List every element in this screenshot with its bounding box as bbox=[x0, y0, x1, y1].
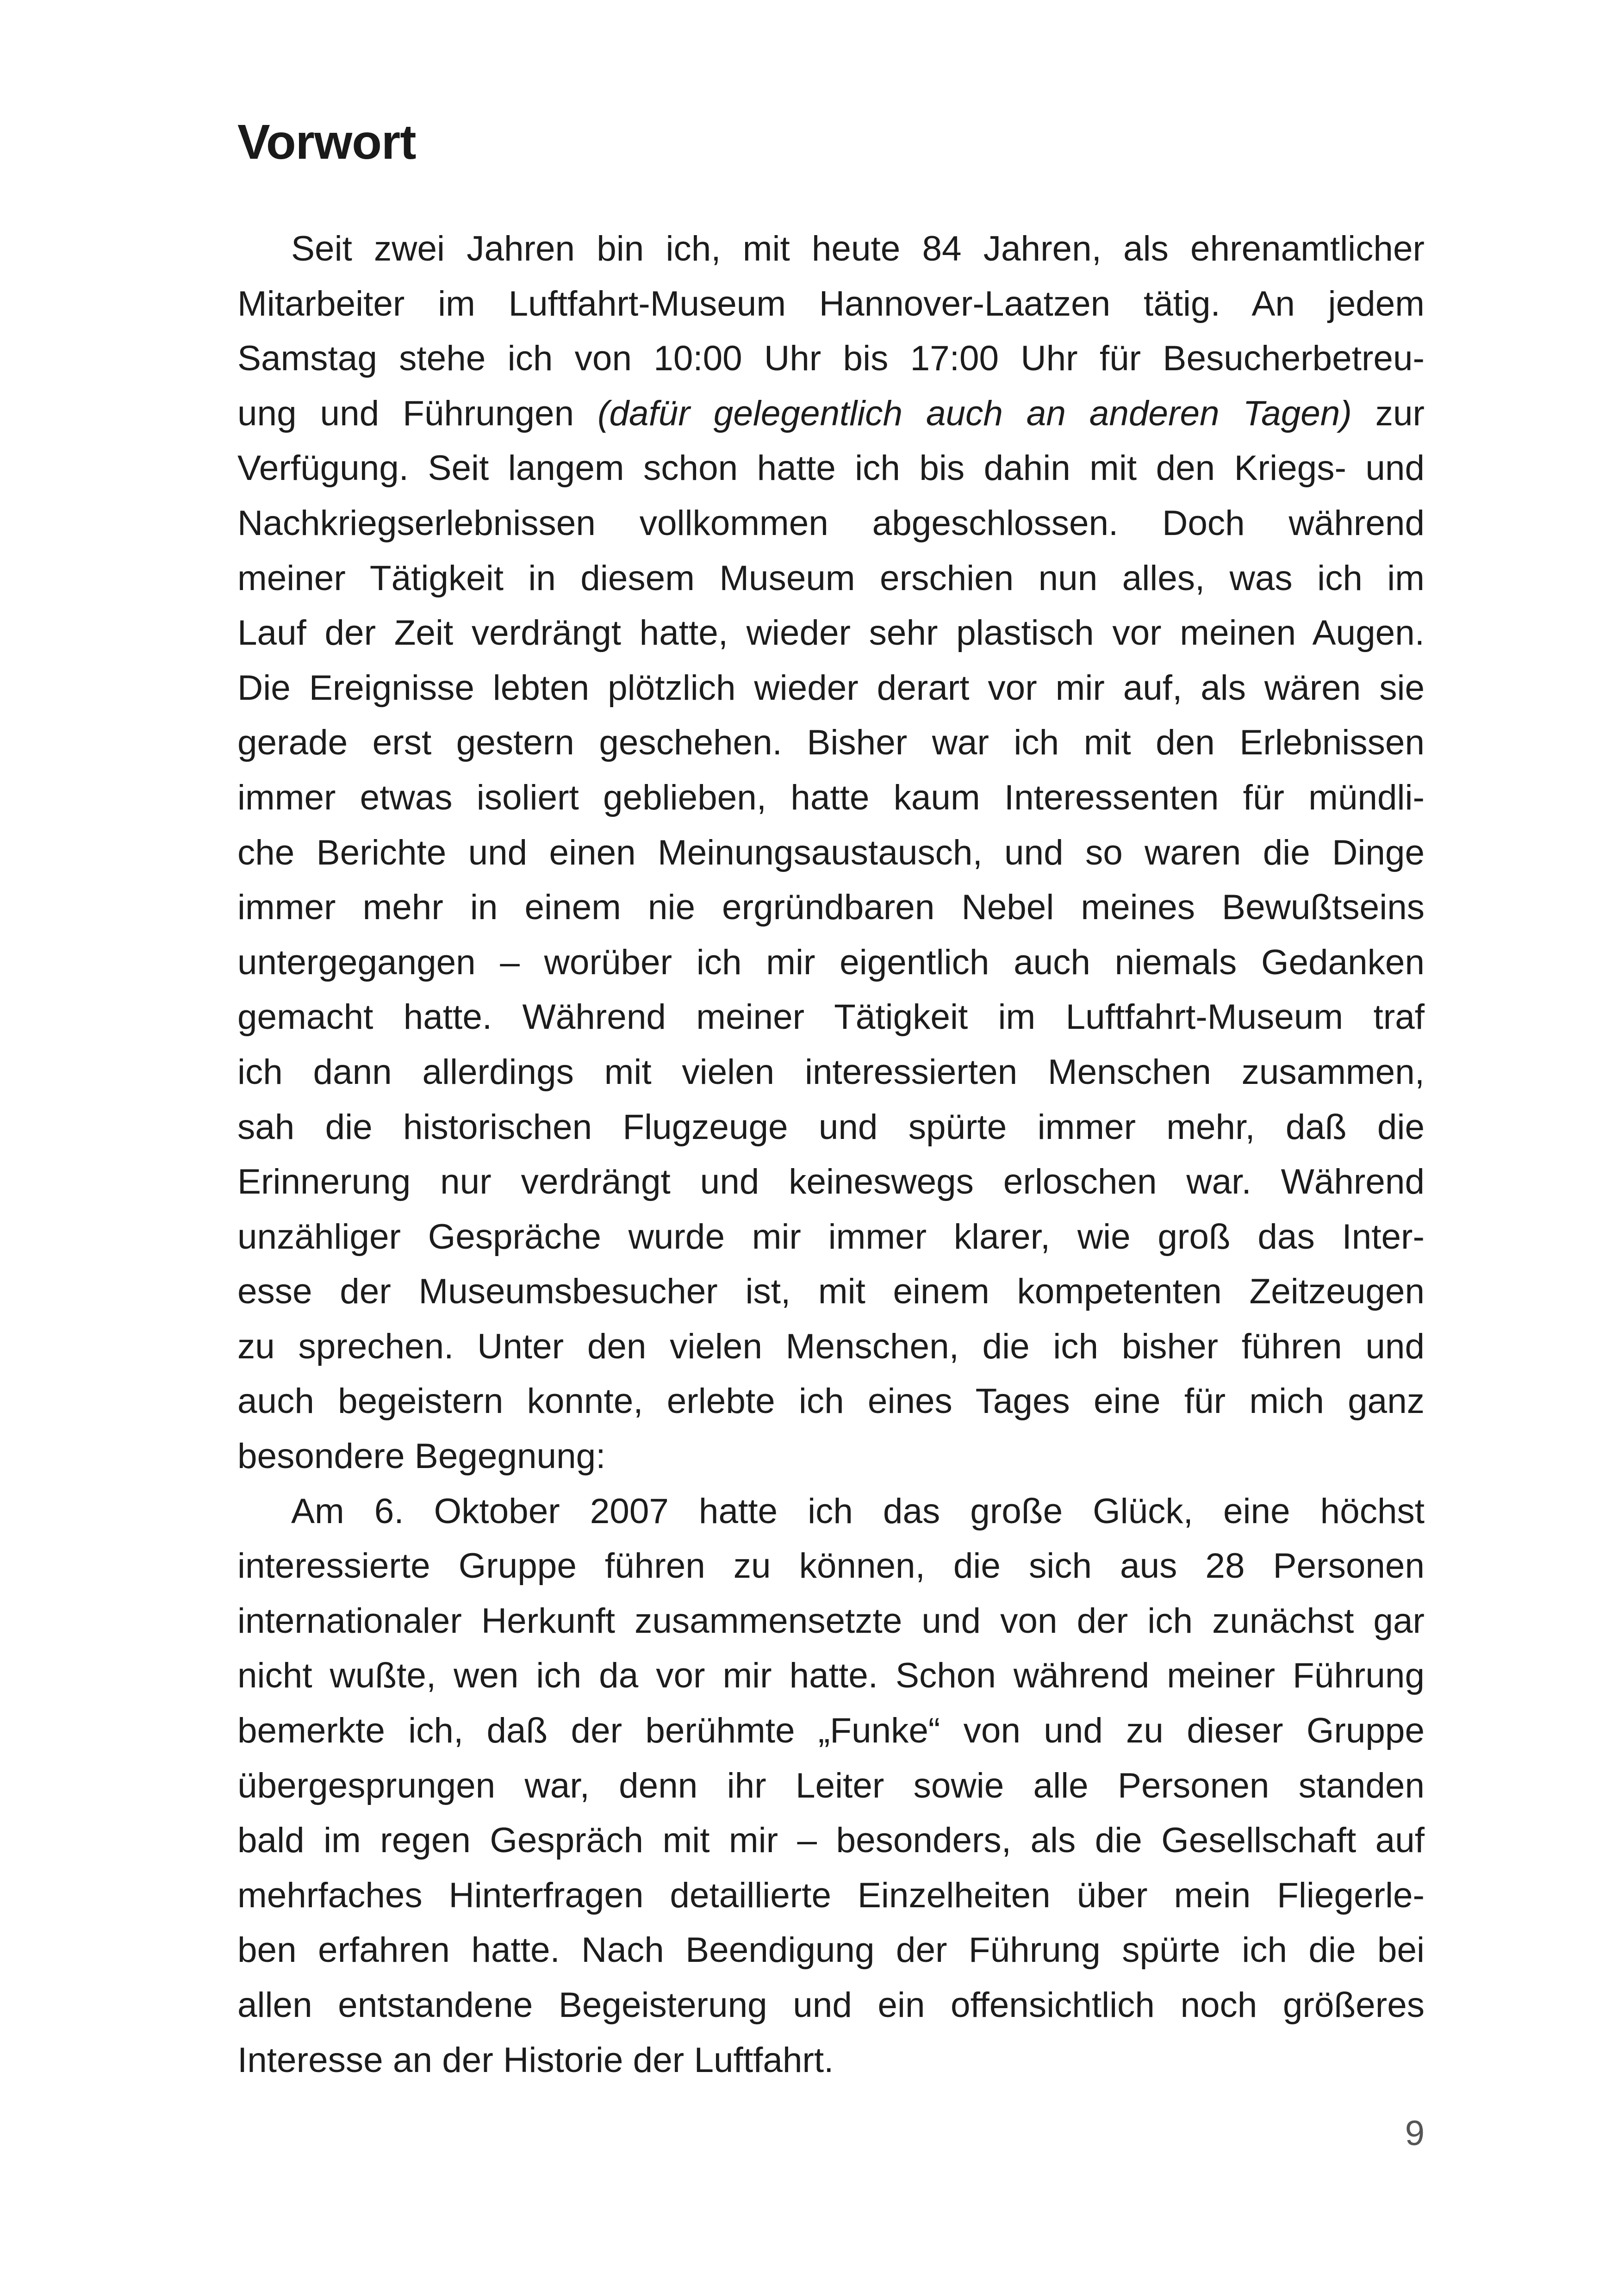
text-line: gemacht hatte. Während meiner Tätigkeit im Luftfahrt-Museum traf bbox=[237, 997, 1425, 1037]
text-line: bald im regen Gespräch mit mir – besonders, als die Gesellschaft auf bbox=[237, 1821, 1425, 1860]
text-line: Am 6. Oktober 2007 hatte ich das große Glück, eine höchst bbox=[291, 1491, 1425, 1531]
text-line: ich dann allerdings mit vielen interessierten Menschen zusammen, bbox=[237, 1052, 1425, 1092]
text-line: sah die historischen Flugzeuge und spürte immer mehr, daß die bbox=[237, 1107, 1425, 1147]
text-line: allen entstandene Begeisterung und ein offensichtlich noch größeres bbox=[237, 1985, 1425, 2025]
page-number: 9 bbox=[1405, 2114, 1425, 2153]
text-line: Mitarbeiter im Luftfahrt-Museum Hannover-Laatzen tätig. An jedem bbox=[237, 284, 1425, 324]
text-line: internationaler Herkunft zusammensetzte und von der ich zunächst gar bbox=[237, 1601, 1425, 1641]
text-line: Samstag stehe ich von 10:00 Uhr bis 17:00 Uhr für Besucherbetreu- bbox=[237, 339, 1425, 379]
text-line: auch begeistern konnte, erlebte ich eines Tages eine für mich ganz bbox=[237, 1381, 1425, 1421]
text-line: Erinnerung nur verdrängt und keineswegs erloschen war. Während bbox=[237, 1162, 1425, 1202]
text-line: Nachkriegserlebnissen vollkommen abgeschlossen. Doch während bbox=[237, 503, 1425, 543]
text-line: Verfügung. Seit langem schon hatte ich bis dahin mit den Kriegs- und bbox=[237, 448, 1425, 488]
italic-remark: (dafür gelegentlich auch an anderen Tagen) bbox=[597, 393, 1352, 433]
text-line: unzähliger Gespräche wurde mir immer klarer, wie groß das Inter- bbox=[237, 1217, 1425, 1257]
text-segment: ung und Führungen bbox=[237, 393, 598, 433]
paragraph-1 bbox=[237, 222, 1425, 1484]
chapter-heading: Vorwort bbox=[237, 115, 416, 169]
text-line: esse der Museumsbesucher ist, mit einem kompetenten Zeitzeugen bbox=[237, 1272, 1425, 1312]
text-line: untergegangen – worüber ich mir eigentlich auch niemals Gedanken bbox=[237, 942, 1425, 982]
text-line: zu sprechen. Unter den vielen Menschen, die ich bisher führen und bbox=[237, 1326, 1425, 1366]
text-line: Die Ereignisse lebten plötzlich wieder derart vor mir auf, als wären sie bbox=[237, 668, 1425, 708]
text-segment: zur bbox=[1351, 393, 1425, 433]
text-line: bemerkte ich, daß der berühmte „Funke“ von und zu dieser Gruppe bbox=[237, 1711, 1425, 1751]
text-line: nicht wußte, wen ich da vor mir hatte. Schon während meiner Führung bbox=[237, 1656, 1425, 1696]
text-line: übergesprungen war, denn ihr Leiter sowie alle Personen standen bbox=[237, 1766, 1425, 1805]
text-line: meiner Tätigkeit in diesem Museum erschien nun alles, was ich im bbox=[237, 558, 1425, 598]
text-line: Seit zwei Jahren bin ich, mit heute 84 Jahren, als ehrenamtlicher bbox=[291, 229, 1425, 268]
text-line: che Berichte und einen Meinungsaustausch, und so waren die Dinge bbox=[237, 833, 1425, 872]
text-line: Interesse an der Historie der Luftfahrt. bbox=[237, 2040, 834, 2080]
text-line: gerade erst gestern geschehen. Bisher war ich mit den Erlebnissen bbox=[237, 723, 1425, 763]
text-line: immer etwas isoliert geblieben, hatte kaum Interessenten für mündli- bbox=[237, 778, 1425, 817]
text-line: Lauf der Zeit verdrängt hatte, wieder sehr plastisch vor meinen Augen. bbox=[237, 613, 1425, 653]
text-line bbox=[237, 386, 1425, 442]
text-line: mehrfaches Hinterfragen detaillierte Einzelheiten über mein Fliegerle- bbox=[237, 1875, 1425, 1915]
paragraph-2 bbox=[237, 1484, 1425, 2088]
body-text bbox=[237, 222, 1425, 2088]
text-line: immer mehr in einem nie ergründbaren Nebel meines Bewußtseins bbox=[237, 888, 1425, 927]
text-line: interessierte Gruppe führen zu können, die sich aus 28 Personen bbox=[237, 1546, 1425, 1586]
text-line: besondere Begegnung: bbox=[237, 1437, 606, 1476]
text-line: ben erfahren hatte. Nach Beendigung der Führung spürte ich die bei bbox=[237, 1930, 1425, 1970]
